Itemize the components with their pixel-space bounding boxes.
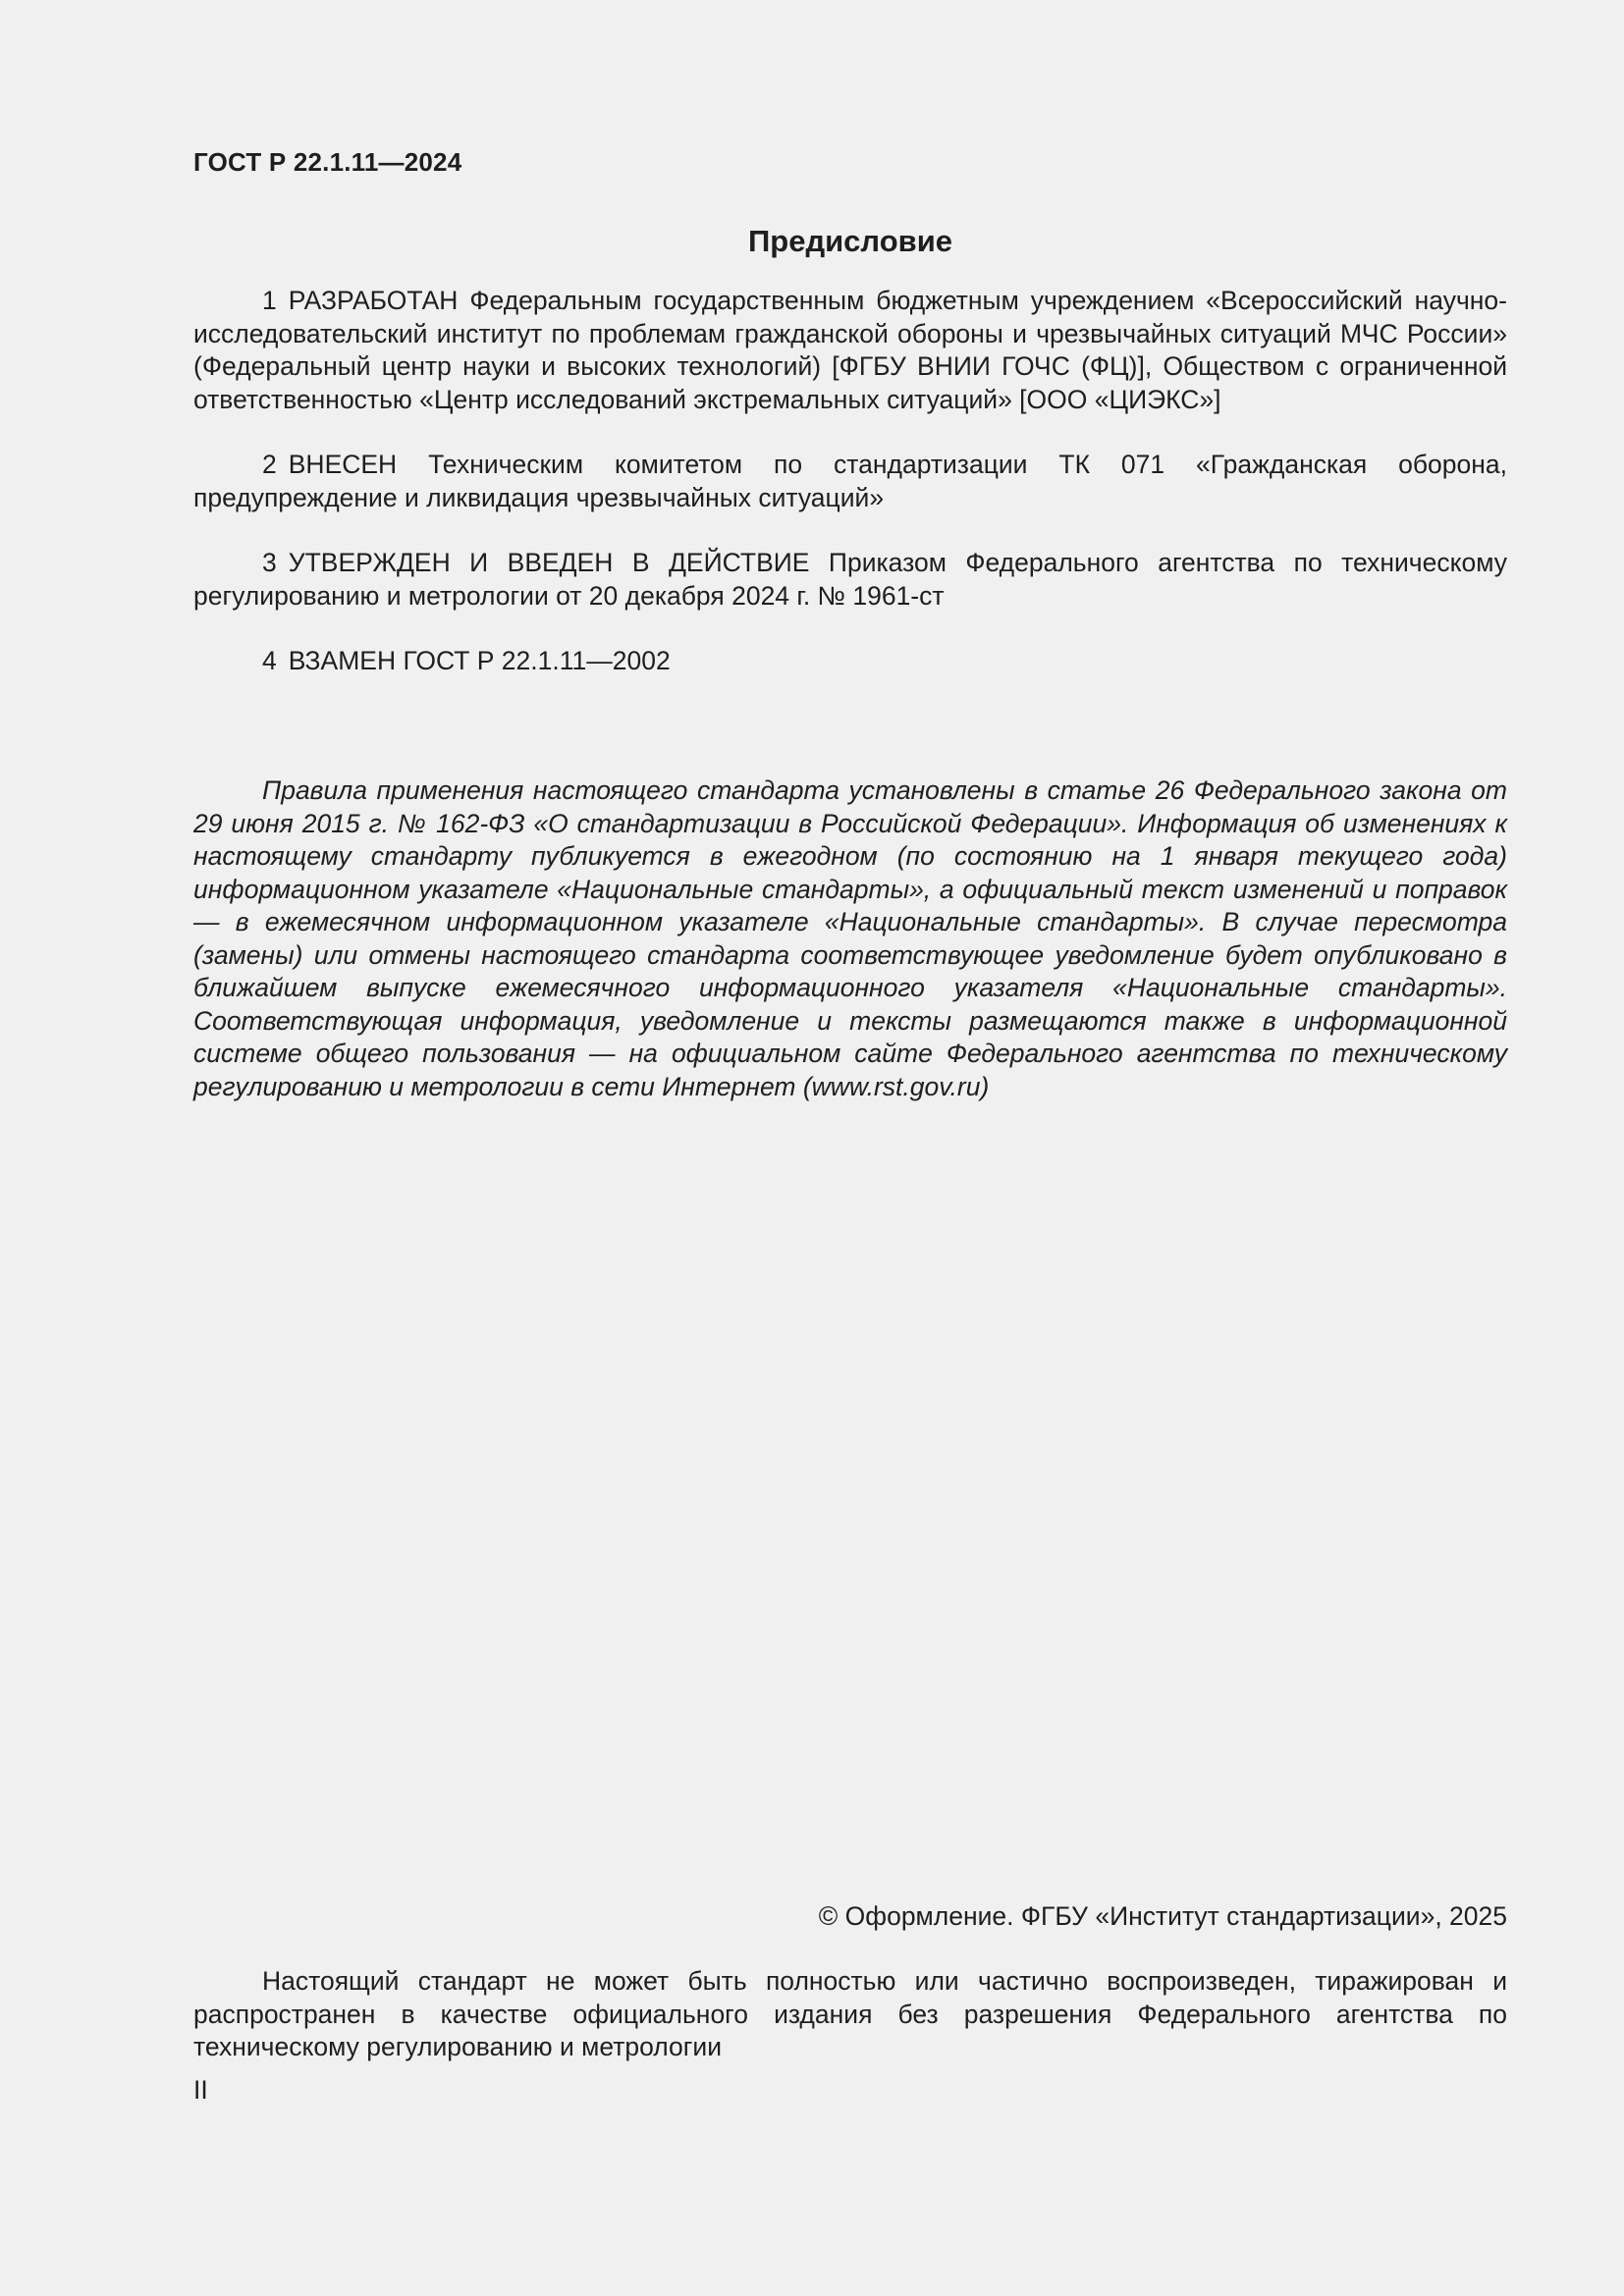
preface-item-number: 2 bbox=[262, 450, 277, 479]
preface-item-text: УТВЕРЖДЕН И ВВЕДЕН В ДЕЙСТВИЕ Приказом Федерального агентства по техническому регулированию и метрологии от 20 декабря 2024 г. № 1961-ст bbox=[193, 548, 1507, 611]
document-code-header: ГОСТ Р 22.1.11—2024 bbox=[193, 147, 462, 177]
preface-item-2 bbox=[193, 449, 1507, 514]
page-number: II bbox=[193, 2075, 208, 2105]
preface-item-text: РАЗРАБОТАН Федеральным государственным бюджетным учреждением «Всероссийский научно-исследовательский институт по проблемам гражданской обороны и чрезвычайных ситуаций МЧС России» (Федеральный центр науки и высоких технологий) [ФГБУ ВНИИ ГОЧС (ФЦ)], Обществом с ограниченной ответственностью «Центр исследований экстремальных ситуаций» [ООО «ЦИЭКС»] bbox=[193, 286, 1507, 414]
preface-item-number: 3 bbox=[262, 548, 277, 577]
preface-title: Предисловие bbox=[747, 224, 952, 258]
copyright-line: © Оформление. ФГБУ «Институт стандартизации», 2025 bbox=[818, 1901, 1507, 1931]
preface-item-3 bbox=[193, 547, 1507, 613]
preface-item-number: 4 bbox=[262, 646, 277, 675]
rules-note: Правила применения настоящего стандарта установлены в статье 26 Федерального закона от 29 июня 2015 г. № 162-ФЗ «О стандартизации в Российской Федерации». Информация об изменениях к настоящему стандарту публикуется в ежегодном (по состоянию на 1 января текущего года) информационном указателе «Национальные стандарты», а официальный текст изменений и поправок — в ежемесячном информационном указателе «Национальные стандарты». В случае пересмотра (замены) или отмены настоящего стандарта соответствующее уведомление будет опубликовано в ближайшем выпуске ежемесячного информационного указателя «Национальные стандарты». Соответствующая информация, уведомление и тексты размещаются также в информационной системе общего пользования — на официальном сайте Федерального агентства по техническому регулированию и метрологии в сети Интернет (www.rst.gov.ru) bbox=[193, 775, 1507, 1101]
reproduction-notice: Настоящий стандарт не может быть полностью или частично воспроизведен, тиражирован и распространен в качестве официального издания без разрешения Федерального агентства по техническому регулированию и метрологии bbox=[193, 1966, 1507, 2061]
preface-item-number: 1 bbox=[262, 286, 277, 315]
preface-item-1 bbox=[193, 285, 1507, 416]
preface-items bbox=[193, 285, 1507, 711]
preface-item-4 bbox=[193, 645, 1507, 678]
preface-item-text: ВЗАМЕН ГОСТ Р 22.1.11—2002 bbox=[288, 646, 671, 675]
preface-item-text: ВНЕСЕН Техническим комитетом по стандартизации ТК 071 «Гражданская оборона, предупреждение и ликвидация чрезвычайных ситуаций» bbox=[193, 450, 1507, 512]
